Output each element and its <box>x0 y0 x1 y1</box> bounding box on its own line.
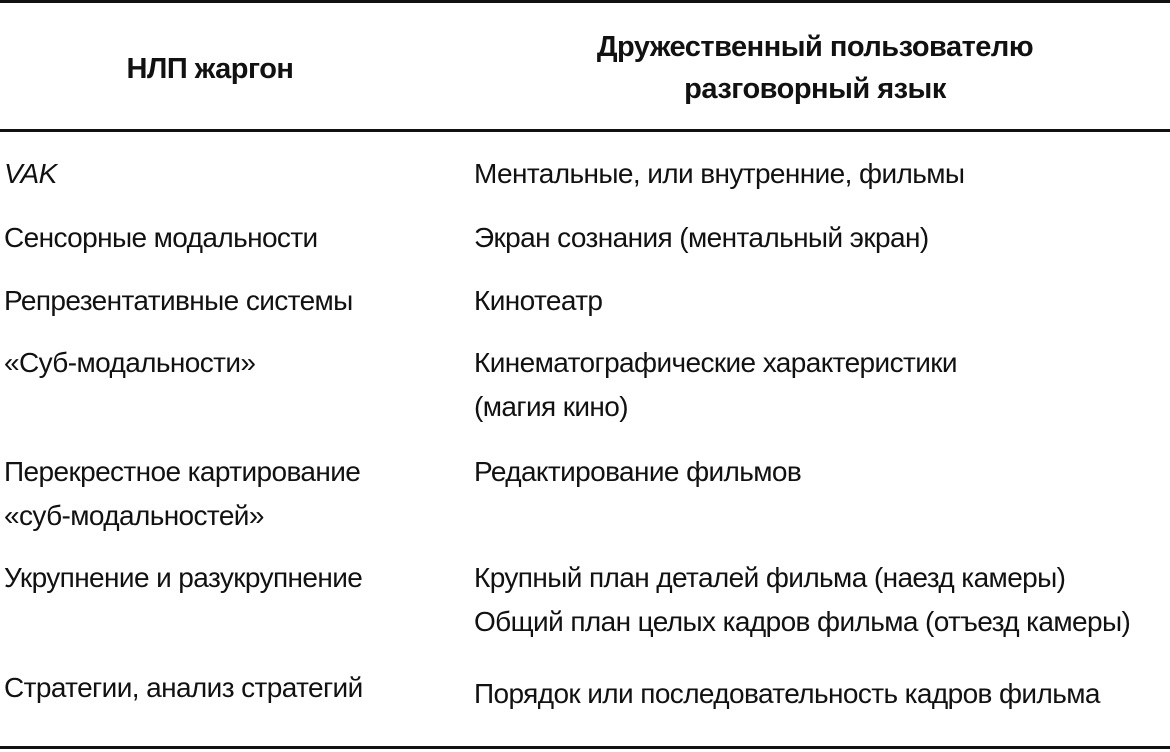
row-1-jargon <box>4 152 57 196</box>
row-6-plain-line-2: Общий план целых кадров фильма (отъезд камеры) <box>474 606 1131 637</box>
row-6-jargon <box>4 556 362 600</box>
row-1-jargon-line-1: VAK <box>4 158 57 189</box>
row-3-jargon-line-1: Репрезентативные системы <box>4 285 353 316</box>
row-1-plain-line-1: Ментальные, или внутренние, фильмы <box>474 158 965 189</box>
row-4-jargon <box>4 341 255 385</box>
row-6-jargon-line-1: Укрупнение и разукрупнение <box>4 562 363 593</box>
row-3-plain-line-1: Кинотеатр <box>474 285 603 316</box>
header-right-line-2: разговорный язык <box>684 73 946 105</box>
row-5-jargon <box>4 450 360 538</box>
row-5-jargon-line-2: «суб-модальностей» <box>4 500 264 531</box>
row-7-plain-line-1: Порядок или последовательность кадров фильма <box>474 678 1100 709</box>
row-4-plain <box>474 341 957 429</box>
header-divider-rule <box>0 129 1170 132</box>
row-7-jargon <box>4 666 363 710</box>
row-2-jargon <box>4 216 318 260</box>
row-6-plain-line-1: Крупный план деталей фильма (наезд камеры) <box>474 562 1066 593</box>
header-user-friendly-language <box>520 26 1110 110</box>
row-4-jargon-line-1: «Суб-модальности» <box>4 347 256 378</box>
row-2-plain-line-1: Экран сознания (ментальный экран) <box>474 222 929 253</box>
header-nlp-jargon: НЛП жаргон <box>126 53 294 85</box>
row-7-plain <box>474 672 1100 716</box>
header-right-line-1: Дружественный пользователю <box>596 31 1034 63</box>
row-7-jargon-line-1: Стратегии, анализ стратегий <box>4 672 363 703</box>
row-5-jargon-line-1: Перекрестное картирование <box>4 456 361 487</box>
table-bottom-rule <box>0 746 1170 749</box>
row-2-plain <box>474 216 929 260</box>
row-5-plain-line-1: Редактирование фильмов <box>474 456 802 487</box>
row-3-jargon <box>4 279 353 323</box>
row-1-plain <box>474 152 964 196</box>
row-2-jargon-line-1: Сенсорные модальности <box>4 222 318 253</box>
row-5-plain <box>474 450 801 494</box>
row-6-plain <box>474 556 1130 644</box>
row-3-plain <box>474 279 602 323</box>
row-4-plain-line-2: (магия кино) <box>474 391 628 422</box>
row-4-plain-line-1: Кинематографические характеристики <box>474 347 957 378</box>
table-top-rule <box>0 0 1170 3</box>
